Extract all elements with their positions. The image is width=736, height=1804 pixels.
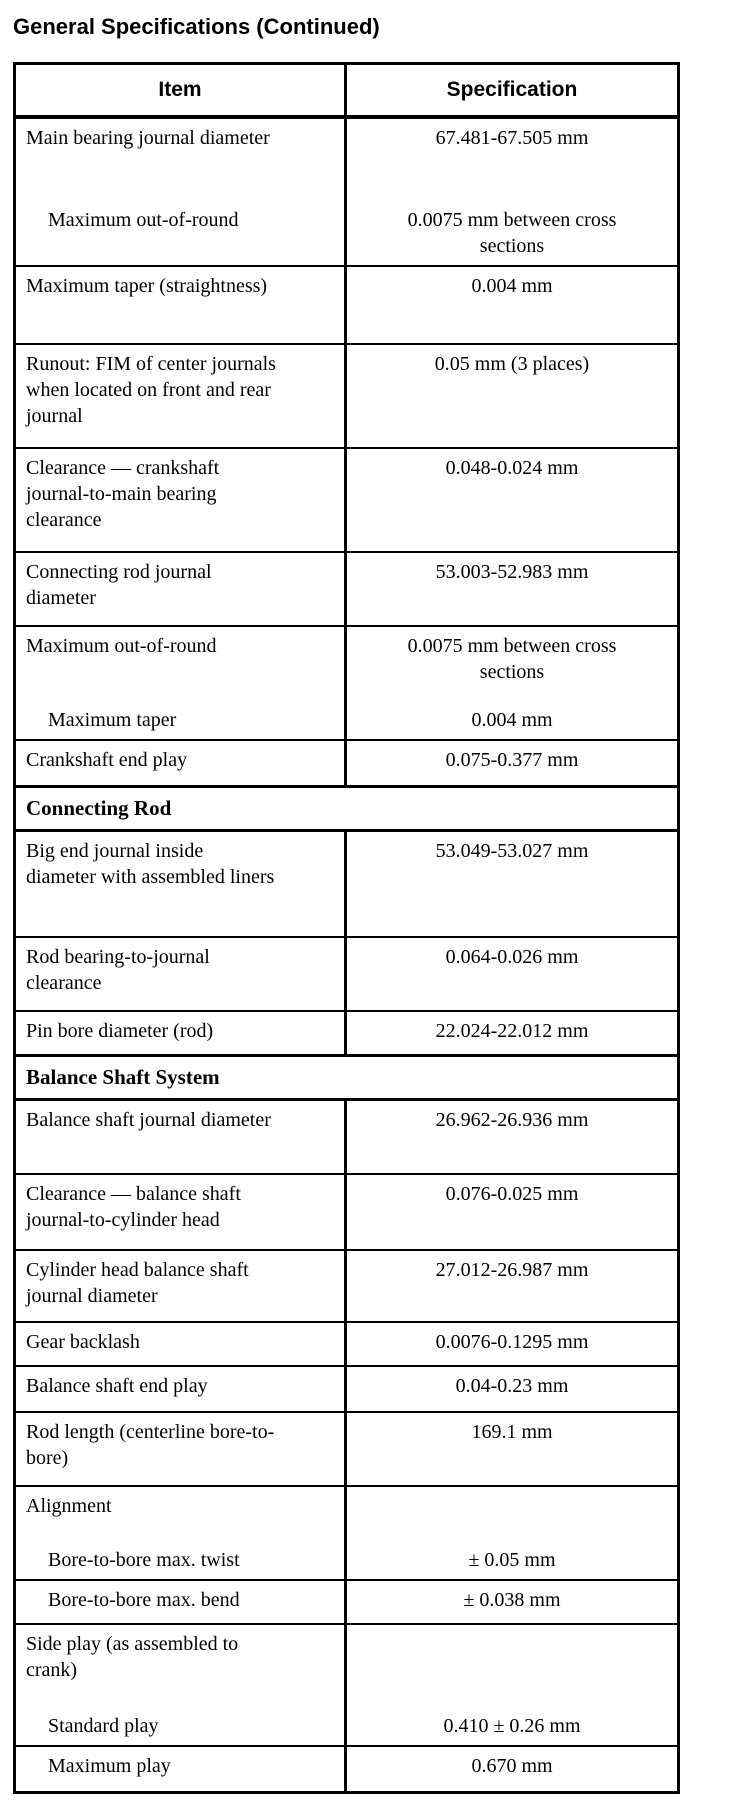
item-cell: [16, 267, 347, 343]
item-cell: [16, 1487, 347, 1533]
spec-cell: [347, 1747, 677, 1791]
spec-cell: [347, 1101, 677, 1173]
table-row: [16, 553, 677, 627]
item-text: Big end journal inside diameter with assembled liners: [26, 840, 275, 888]
spec-text: 0.04-0.23 mm: [455, 1375, 569, 1397]
section-header-connecting-rod: Connecting Rod: [16, 787, 677, 832]
section-header-balance-shaft-system: Balance Shaft System: [16, 1056, 677, 1101]
item-text: Cylinder head balance shaft journal diameter: [26, 1259, 249, 1307]
item-cell: [16, 449, 347, 551]
item-cell: [16, 627, 347, 693]
column-header-specification: Specification: [446, 78, 578, 101]
item-cell: [16, 1175, 347, 1249]
item-cell: [16, 1625, 347, 1699]
item-cell: [16, 1533, 347, 1579]
item-cell: [16, 1251, 347, 1321]
item-text: Maximum taper (straightness): [26, 275, 268, 297]
table-row: [16, 627, 677, 741]
spec-text: 169.1 mm: [471, 1421, 553, 1443]
spec-cell: [347, 1699, 677, 1745]
spec-cell: [347, 1413, 677, 1485]
spec-cell: [347, 1175, 677, 1249]
item-cell: [16, 193, 347, 265]
spec-text: 0.670 mm: [471, 1755, 553, 1777]
table-row: [16, 1747, 677, 1791]
spec-cell: [347, 1251, 677, 1321]
item-text: Maximum out-of-round: [26, 635, 217, 657]
table-row: [16, 938, 677, 1012]
spec-cell: [347, 627, 677, 693]
item-text: Connecting rod journal diameter: [26, 561, 212, 609]
table-row: [16, 1625, 677, 1747]
spec-text: 0.076-0.025 mm: [445, 1183, 579, 1205]
item-text: Balance shaft journal diameter: [26, 1109, 271, 1131]
item-text: Main bearing journal diameter: [26, 127, 270, 149]
spec-text: 0.075-0.377 mm: [445, 749, 579, 771]
item-cell: [16, 1747, 347, 1791]
table-row: [16, 449, 677, 553]
table-row: [16, 1487, 677, 1581]
item-cell: [16, 1413, 347, 1485]
item-cell: [16, 345, 347, 447]
table-row: [16, 1012, 677, 1056]
item-text: Clearance — balance shaft journal-to-cylinder head: [26, 1183, 241, 1231]
spec-text: 0.064-0.026 mm: [445, 946, 579, 968]
spec-cell: [347, 1367, 677, 1411]
table-row: [16, 1101, 677, 1175]
item-cell: [16, 1101, 347, 1173]
table-row: [16, 1413, 677, 1487]
spec-text: 26.962-26.936 mm: [435, 1109, 589, 1131]
item-cell: [16, 1012, 347, 1054]
item-text: Rod bearing-to-journal clearance: [26, 946, 210, 994]
spec-text: 0.004 mm: [471, 709, 553, 731]
item-cell: [16, 1581, 347, 1623]
table-header-row: [16, 65, 677, 119]
item-text: Bore-to-bore max. twist: [48, 1549, 240, 1571]
item-cell: [16, 832, 347, 936]
spec-cell: [347, 1533, 677, 1579]
spec-cell: [347, 741, 677, 785]
table-row: [16, 1175, 677, 1251]
item-cell: [16, 1323, 347, 1365]
spec-text: 0.0075 mm between cross sections: [407, 635, 617, 683]
table-row: [16, 1367, 677, 1413]
spec-text: ± 0.038 mm: [463, 1589, 561, 1611]
item-text: Crankshaft end play: [26, 749, 188, 771]
spec-text: 67.481-67.505 mm: [435, 127, 589, 149]
spec-cell: [347, 832, 677, 936]
item-text: Standard play: [48, 1715, 159, 1737]
item-text: Clearance — crankshaft journal-to-main bearing clearance: [26, 457, 220, 531]
table-row: [16, 119, 677, 267]
item-cell: [16, 1699, 347, 1745]
spec-text: 27.012-26.987 mm: [435, 1259, 589, 1281]
spec-cell: [347, 449, 677, 551]
item-cell: [16, 553, 347, 625]
spec-cell: [347, 938, 677, 1010]
spec-text: 0.0076-0.1295 mm: [435, 1331, 589, 1353]
spec-cell: [347, 1581, 677, 1623]
spec-text: 53.003-52.983 mm: [435, 561, 589, 583]
spec-text: 0.05 mm (3 places): [434, 353, 590, 375]
spec-cell: [347, 1487, 677, 1533]
spec-cell: [347, 1323, 677, 1365]
spec-cell: [347, 345, 677, 447]
item-cell: [16, 1367, 347, 1411]
spec-text: 0.048-0.024 mm: [445, 457, 579, 479]
spec-cell: [347, 119, 677, 193]
item-text: Gear backlash: [26, 1331, 140, 1353]
item-text: Maximum taper: [48, 709, 177, 731]
spec-text: 53.049-53.027 mm: [435, 840, 589, 862]
item-cell: [16, 119, 347, 193]
table-row: [16, 267, 677, 345]
spec-cell: [347, 1625, 677, 1699]
item-text: Rod length (centerline bore-to-bore): [26, 1421, 275, 1469]
table-row: [16, 1581, 677, 1625]
item-text: Bore-to-bore max. bend: [48, 1589, 240, 1611]
item-text: Alignment: [26, 1495, 112, 1517]
item-text: Pin bore diameter (rod): [26, 1020, 214, 1042]
table-row: [16, 741, 677, 787]
item-text: Maximum out-of-round: [48, 209, 239, 231]
spec-cell: [347, 193, 677, 265]
spec-cell: [347, 267, 677, 343]
spec-cell: [347, 1012, 677, 1054]
table-row: [16, 345, 677, 449]
spec-text: ± 0.05 mm: [468, 1549, 556, 1571]
spec-text: 0.410 ± 0.26 mm: [443, 1715, 581, 1737]
table-row: [16, 1323, 677, 1367]
spec-text: 22.024-22.012 mm: [435, 1020, 589, 1042]
item-cell: [16, 693, 347, 739]
spec-text: 0.0075 mm between cross sections: [407, 209, 617, 257]
item-text: Balance shaft end play: [26, 1375, 208, 1397]
item-text: Side play (as assembled to crank): [26, 1633, 239, 1681]
page-title: General Specifications (Continued): [13, 14, 380, 39]
table-row: [16, 1251, 677, 1323]
spec-text: 0.004 mm: [471, 275, 553, 297]
spec-cell: [347, 553, 677, 625]
spec-cell: [347, 693, 677, 739]
item-text: Maximum play: [48, 1755, 171, 1777]
item-cell: [16, 938, 347, 1010]
item-text: Runout: FIM of center journals when located on front and rear journal: [26, 353, 276, 427]
table-row: [16, 832, 677, 938]
item-cell: [16, 741, 347, 785]
column-header-item: Item: [16, 65, 347, 115]
specifications-table: [13, 62, 680, 1794]
